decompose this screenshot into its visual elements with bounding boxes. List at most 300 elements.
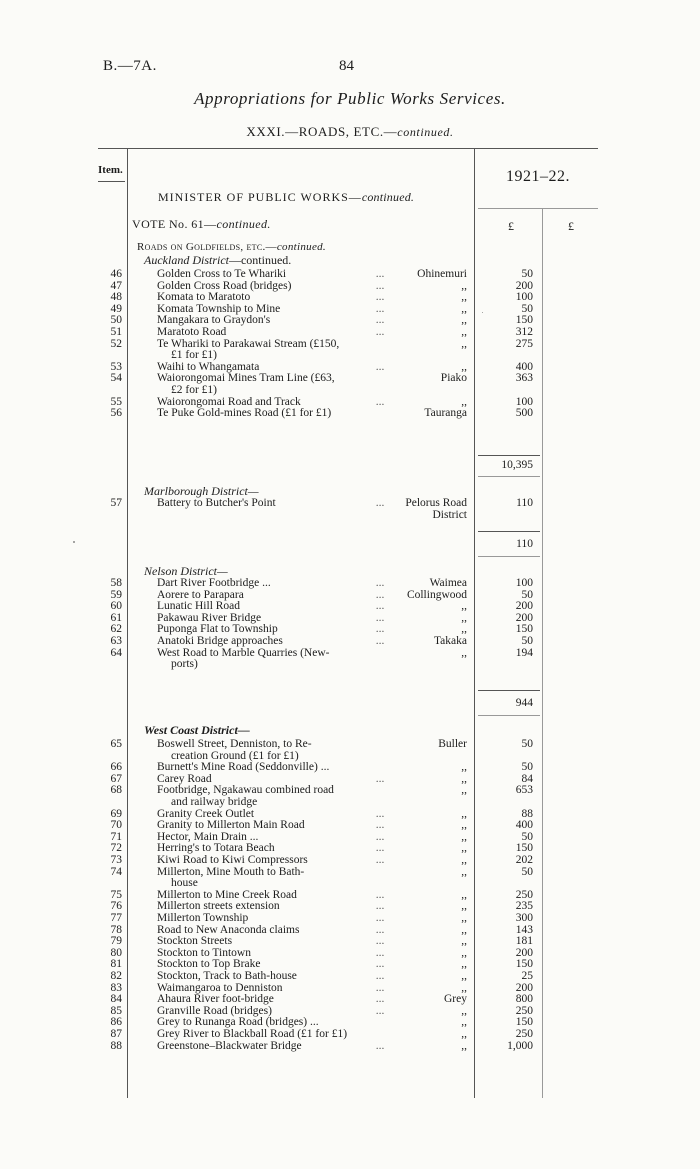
item-amount: 194 [515,646,533,659]
table-row-continuation [0,384,700,396]
table-row [0,314,700,326]
item-number: 80 [110,946,122,959]
table-row [0,372,700,384]
item-description: Aorere to Parapara [157,588,244,601]
item-area: ,, [461,1039,467,1052]
section-heading-continued: continued. [397,125,454,139]
page-title: Appropriations for Public Works Services. [194,89,506,108]
item-amount: 235 [515,900,533,913]
year-header-underline [478,208,598,209]
table-row [0,1028,700,1040]
item-description: Golden Cross to Te Whariki [157,268,287,280]
leader-dots: ... [375,279,385,292]
item-amount: 800 [515,993,533,1006]
item-area: Waimea [429,577,467,589]
item-number: 61 [110,611,122,624]
table-row [0,635,700,647]
item-area: ,, [461,958,467,971]
district-heading-marlborough: Marlborough District— [144,484,259,498]
district-heading-nelson: Nelson District— [144,564,228,578]
table-row-continuation [0,349,700,361]
item-description: Stockton to Tintown [157,946,251,959]
item-area: ,, [461,326,467,338]
table-row-continuation [0,509,700,521]
table-row [0,1040,700,1052]
item-description: Kiwi Road to Kiwi Compressors [157,854,308,866]
item-amount: 275 [515,337,533,350]
item-area: Piako [440,372,467,385]
item-number: 67 [110,772,122,785]
item-description-continued: £2 for £1) [171,384,217,396]
table-row [0,900,700,912]
table-row [0,761,700,773]
item-description: Waiorongomai Road and Track [157,395,301,408]
item-amount: 110 [516,497,533,509]
item-area: ,, [461,842,467,855]
item-description: Lunatic Hill Road [157,600,241,613]
leader-dots: ... [375,588,385,601]
subhead-roads-main: Roads on Goldfields, etc.— [137,241,277,253]
item-column-header: Item. [98,164,123,176]
table-row [0,623,700,635]
item-number: 88 [110,1039,122,1052]
item-area: ,, [461,761,467,774]
item-area: ,, [461,981,467,994]
item-amount: 50 [521,635,533,647]
item-number: 77 [110,912,122,924]
leader-dots: ... [375,819,385,832]
subhead-roads-continued: continued. [276,241,326,253]
item-number: 60 [110,600,122,613]
table-row [0,808,700,820]
item-description: Granity Creek Outlet [157,807,255,820]
item-description: Grey to Runanga Road (bridges) ... [157,1016,319,1029]
item-amount: 150 [515,958,533,971]
leader-dots: ... [375,360,385,373]
subhead-roads-goldfields [137,241,326,253]
item-description: Pakawau River Bridge [157,611,262,624]
item-description: Footbridge, Ngakawau combined road [157,784,334,797]
table-row [0,935,700,947]
table-row [0,1016,700,1028]
leader-dots: ... [375,302,385,315]
item-area: ,, [461,784,467,797]
item-description: Dart River Footbridge ... [157,577,271,589]
item-area: ,, [461,337,467,350]
item-description: Millerton streets extension [157,900,280,913]
table-row [0,326,700,338]
item-number: 73 [110,854,122,866]
currency-symbol-items: £ [508,219,514,233]
item-description: Golden Cross Road (bridges) [157,279,292,292]
leader-dots: ... [375,600,385,613]
table-row-continuation [0,750,700,762]
item-number: 53 [110,360,122,373]
item-number: 83 [110,981,122,994]
item-description: Stockton, Track to Bath-house [157,970,297,982]
item-number: 86 [110,1016,122,1029]
table-row [0,280,700,292]
item-number: 71 [110,830,122,843]
item-description: Mangakara to Graydon's [157,314,271,327]
leader-dots: ... [375,635,385,647]
item-description: Grey River to Blackball Road (£1 for £1) [157,1028,348,1040]
item-description: Waimangaroa to Denniston [157,981,283,994]
item-description: Waiorongomai Mines Tram Line (£63, [157,372,335,385]
table-row [0,361,700,373]
leader-dots: ... [375,497,385,509]
table-row [0,497,700,509]
table-row [0,612,700,624]
page-number: 84 [339,58,354,74]
item-number: 64 [110,646,122,659]
item-number: 69 [110,807,122,820]
leader-dots: ... [375,395,385,408]
item-amount: 200 [515,611,533,624]
item-description: Herring's to Totara Beach [157,842,275,855]
item-number: 54 [110,372,122,385]
item-area: ,, [461,623,467,636]
item-area: Grey [444,993,467,1006]
table-row [0,338,700,350]
leader-dots: ... [375,291,385,304]
table-row [0,819,700,831]
item-area: ,, [461,772,467,785]
item-number: 48 [110,291,122,304]
table-row [0,303,700,315]
item-area: ,, [461,1028,467,1040]
leader-dots: ... [375,923,385,936]
leader-dots: ... [375,946,385,959]
year-column-header: 1921–22. [506,168,570,185]
table-row [0,600,700,612]
table-row [0,407,700,419]
leader-dots: ... [375,842,385,855]
table-row [0,773,700,785]
item-amount: 300 [515,912,533,924]
item-description-continued: and railway bridge [171,796,258,808]
leader-dots: ... [375,577,385,589]
item-area: ,, [461,314,467,327]
item-area: ,, [461,600,467,613]
item-amount: 150 [515,314,533,327]
item-area: Collingwood [406,588,467,601]
item-area: ,, [461,819,467,832]
item-header-underline [98,181,125,182]
table-row [0,982,700,994]
table-row [0,647,700,659]
item-description: Granity to Millerton Main Road [157,819,305,832]
item-amount: 150 [515,623,533,636]
item-number: 84 [110,993,122,1006]
item-area: ,, [461,865,467,878]
district-name: Auckland District [144,253,229,267]
item-description: Maratoto Road [157,326,227,338]
item-area: ,, [461,302,467,315]
item-amount: 400 [515,360,533,373]
item-amount: 50 [521,302,533,315]
item-amount: 143 [515,923,533,936]
subtotal-rule-marlborough-bottom [478,556,540,557]
item-number: 78 [110,923,122,936]
item-description: Greenstone–Blackwater Bridge [157,1039,302,1052]
item-number: 65 [110,738,122,750]
item-number: 57 [110,497,122,509]
item-number: 81 [110,958,122,971]
district-heading-auckland [144,253,291,268]
leader-dots: ... [375,623,385,636]
table-row-continuation [0,877,700,889]
table-row [0,842,700,854]
item-description-continued: £1 for £1) [171,349,217,362]
item-amount: 250 [515,1004,533,1017]
item-description: Battery to Butcher's Point [157,497,276,509]
item-number: 58 [110,577,122,589]
table-row [0,947,700,959]
item-description: Road to New Anaconda claims [157,923,300,936]
item-description: Te Whariki to Parakawai Stream (£150, [157,337,340,350]
currency-symbol-totals: £ [568,219,574,233]
item-area: ,, [461,935,467,948]
item-amount: 312 [515,326,533,338]
item-description: Ahaura River foot-bridge [157,993,274,1006]
item-amount: 150 [515,842,533,855]
item-number: 76 [110,900,122,913]
item-area: ,, [461,807,467,820]
item-number: 63 [110,635,122,647]
table-row [0,889,700,901]
item-area: ,, [461,291,467,304]
item-description-continued: ports) [171,658,198,671]
item-description: Komata Township to Mine [157,302,281,315]
table-row [0,291,700,303]
district-continued: —continued. [228,253,292,267]
item-amount: 500 [515,407,533,420]
item-amount: 100 [515,395,533,408]
leader-dots: ... [375,888,385,901]
item-description: Boswell Street, Denniston, to Re- [157,738,312,750]
item-amount: 50 [521,761,533,774]
table-row [0,958,700,970]
item-amount: 50 [521,268,533,280]
item-description: Anatoki Bridge approaches [157,635,283,647]
item-description: Granville Road (bridges) [157,1004,272,1017]
table-row [0,993,700,1005]
document-reference: B.—7A. [103,58,157,74]
item-amount: 363 [515,372,533,385]
item-area: ,, [461,888,467,901]
item-description-continued: creation Ground (£1 for £1) [171,749,299,762]
scan-speck [482,312,483,313]
item-amount: 50 [521,588,533,601]
item-number: 59 [110,588,122,601]
item-number: 62 [110,623,122,636]
item-amount: 25 [521,970,533,982]
table-row-continuation [0,658,700,670]
table-top-rule [98,148,598,149]
item-amount: 181 [515,935,533,948]
item-description: West Road to Marble Quarries (New- [157,646,330,659]
item-number: 66 [110,761,122,774]
item-number: 51 [110,326,122,338]
subtotal-rule-nelson-bottom [478,715,540,716]
item-amount: 202 [515,854,533,866]
subtotal-rule-auckland [478,455,540,456]
item-area-continued: District [432,508,467,521]
minister-heading-continued: continued. [361,190,415,204]
item-amount: 1,000 [507,1039,533,1052]
item-number: 75 [110,888,122,901]
table-row [0,854,700,866]
subtotal-rule-marlborough [478,531,540,532]
subtotal-rule-auckland-bottom [478,476,540,477]
item-description: Millerton to Mine Creek Road [157,888,297,901]
item-amount: 200 [515,981,533,994]
item-area: ,, [461,395,467,408]
leader-dots: ... [375,314,385,327]
leader-dots: ... [375,611,385,624]
item-area: ,, [461,611,467,624]
item-area: ,, [461,279,467,292]
item-number: 70 [110,819,122,832]
item-number: 79 [110,935,122,948]
item-number: 56 [110,407,122,420]
leader-dots: ... [375,900,385,913]
vote-heading-main: VOTE No. 61— [132,217,217,231]
item-amount: 50 [521,865,533,878]
item-amount: 653 [515,784,533,797]
item-amount: 200 [515,946,533,959]
item-description: Puponga Flat to Township [157,623,278,636]
leader-dots: ... [375,807,385,820]
subtotal-marlborough: 110 [516,538,533,550]
item-description-continued: house [171,877,198,890]
item-area: Tauranga [424,407,467,420]
table-row [0,924,700,936]
table-row [0,396,700,408]
item-amount: 100 [515,577,533,589]
item-area: ,, [461,923,467,936]
item-area: ,, [461,1004,467,1017]
vote-heading-continued: continued. [216,217,271,231]
item-area: ,, [461,900,467,913]
leader-dots: ... [375,958,385,971]
item-area: Buller [438,738,467,750]
item-area: ,, [461,970,467,982]
item-amount: 88 [521,807,533,820]
item-number: 52 [110,337,122,350]
leader-dots: ... [375,1004,385,1017]
item-description: Te Puke Gold-mines Road (£1 for £1) [157,407,332,420]
leader-dots: ... [375,854,385,866]
item-area: ,, [461,646,467,659]
table-row [0,268,700,280]
item-number: 68 [110,784,122,797]
leader-dots: ... [375,1039,385,1052]
item-number: 82 [110,970,122,982]
item-description: Komata to Maratoto [157,291,251,304]
item-area: Ohinemuri [417,268,467,280]
table-row-continuation [0,796,700,808]
item-area: ,, [461,912,467,924]
district-heading-west-coast: West Coast District— [144,723,250,737]
item-amount: 100 [515,291,533,304]
item-amount: 400 [515,819,533,832]
table-row [0,1005,700,1017]
table-row [0,866,700,878]
item-description: Millerton, Mine Mouth to Bath- [157,865,305,878]
table-row [0,784,700,796]
item-area: ,, [461,854,467,866]
item-description: Hector, Main Drain ... [157,830,259,843]
section-heading-main: XXXI.—ROADS, ETC.— [246,124,398,139]
item-description: Stockton to Top Brake [157,958,261,971]
item-description: Burnett's Mine Road (Seddonville) ... [157,761,330,774]
item-amount: 50 [521,738,533,750]
item-description: Waihi to Whangamata [157,360,260,373]
leader-dots: ... [375,993,385,1006]
item-description: Millerton Township [157,912,249,924]
leader-dots: ... [375,830,385,843]
item-number: 85 [110,1004,122,1017]
scan-speck [73,541,75,543]
item-area: ,, [461,946,467,959]
table-row [0,912,700,924]
item-number: 50 [110,314,122,327]
leader-dots: ... [375,326,385,338]
leader-dots: ... [375,772,385,785]
item-amount: 250 [515,888,533,901]
item-amount: 50 [521,830,533,843]
item-number: 87 [110,1028,122,1040]
leader-dots: ... [375,935,385,948]
leader-dots: ... [375,981,385,994]
table-row [0,577,700,589]
item-area: Pelorus Road [405,497,467,509]
minister-heading-main: MINISTER OF PUBLIC WORKS— [158,190,362,204]
item-amount: 250 [515,1028,533,1040]
vote-heading [132,217,271,232]
item-number: 74 [110,865,122,878]
item-description: Carey Road [157,772,212,785]
subtotal-rule-nelson [478,690,540,691]
leader-dots: ... [375,912,385,924]
table-row [0,589,700,601]
subtotal-auckland: 10,395 [501,459,533,471]
item-amount: 150 [515,1016,533,1029]
item-amount: 84 [521,772,533,785]
table-row [0,738,700,750]
item-number: 72 [110,842,122,855]
item-number: 55 [110,395,122,408]
item-amount: 200 [515,600,533,613]
leader-dots: ... [375,268,385,280]
section-heading [0,124,700,140]
minister-heading [158,190,414,205]
item-area: ,, [461,1016,467,1029]
item-amount: 200 [515,279,533,292]
item-area: ,, [461,830,467,843]
item-number: 47 [110,279,122,292]
subtotal-nelson: 944 [515,697,533,709]
item-description: Stockton Streets [157,935,233,948]
item-number: 46 [110,268,122,280]
leader-dots: ... [375,970,385,982]
table-row [0,970,700,982]
item-area: Takaka [433,635,467,647]
item-number: 49 [110,302,122,315]
item-area: ,, [461,360,467,373]
